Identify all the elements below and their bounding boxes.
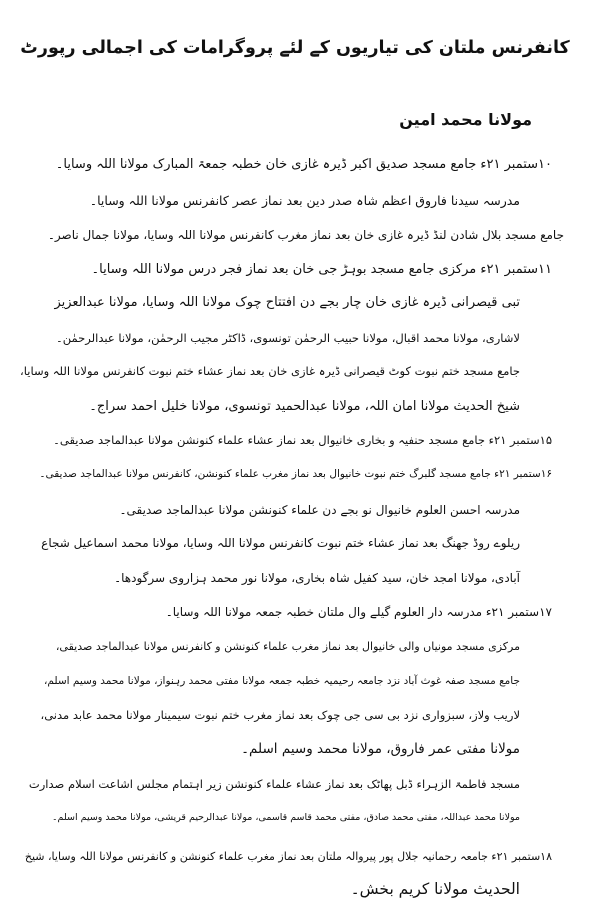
report-line: مدرسہ سیدنا فاروق اعظم شاہ صدر دین بعد نماز عصر کانفرنس مولانا اللہ وسایا۔ [89,193,520,208]
report-line: مولانا محمد عبداللہ، مفتی محمد صادق، مفتی محمد قاسم قاسمی، مولانا عبدالرحیم قریشی، مولانا محمد وسیم اسلم۔ [51,812,520,823]
report-line: شیخ الحدیث مولانا امان اللہ، مولانا عبدالحمید تونسوی، مولانا خلیل احمد سراج۔ [89,399,520,414]
report-title: کانفرنس ملتان کی تیاریوں کے لئے پروگرامات کی اجمالی رپورٹ [20,38,570,58]
report-line: مسجد فاطمۃ الزہراء ڈبل پھاٹک بعد نماز عشاء علماء کنونشن زیر اہتمام مجلس اشاعت اسلام صدارت [28,777,520,791]
report-line: ۱۱ستمبر ۲۱ء مرکزی جامع مسجد بوہڑ جی خان بعد نماز فجر درس مولانا اللہ وسایا۔ [91,262,552,277]
report-line: ۱۶ستمبر ۲۱ء جامع مسجد گلبرگ ختم نبوت خانیوال بعد نماز مغرب علماء کنونشن، کانفرنس مولانا عبدالماجد صدیقی۔ [39,468,552,480]
report-line: الحدیث مولانا کریم بخش۔ [350,880,520,898]
report-line: ۱۵ستمبر ۲۱ء جامع مسجد حنفیہ و بخاری خانیوال بعد نماز عشاء علماء کنونشن مولانا عبدالماجد صدیقی۔ [53,433,552,447]
report-line: مدرسہ احسن العلوم خانیوال نو بجے دن علماء کنونشن مولانا عبدالماجد صدیقی۔ [119,503,520,517]
report-line: لاشاری، مولانا محمد اقبال، مولانا حبیب الرحمٰن تونسوی، ڈاکٹر مجیب الرحمٰن، مولانا عبدالرحمٰن۔ [56,331,520,345]
report-line: مرکزی مسجد مونیاں والی خانیوال بعد نماز مغرب علماء کنونشن و کانفرنس مولانا عبدالماجد صدیقی، [55,640,520,653]
report-line: ریلوے روڈ جھنگ بعد نماز عشاء ختم نبوت کانفرنس مولانا اللہ وسایا، مولانا محمد اسماعیل شجاع [41,536,520,550]
report-line: آبادی، مولانا امجد خان، سید کفیل شاہ بخاری، مولانا نور محمد ہزاروی سرگودھا۔ [114,571,520,585]
report-line: ۱۷ستمبر ۲۱ء مدرسہ دار العلوم گیلے وال ملتان خطبہ جمعہ مولانا اللہ وسایا۔ [165,605,552,619]
author-name: مولانا محمد امین [399,110,532,129]
report-line: مولانا مفتی عمر فاروق، مولانا محمد وسیم اسلم۔ [241,741,520,757]
report-line: تبی قیصرانی ڈیرہ غازی خان چار بجے دن افتتاح چوک مولانا اللہ وسایا، مولانا عبدالعزیز [54,295,520,310]
report-line: جامع مسجد ختم نبوت کوٹ قیصرانی ڈیرہ غازی خان بعد نماز عشاء ختم نبوت کانفرنس مولانا اللہ وسایا، [20,364,520,378]
report-line: ۱۰ستمبر ۲۱ء جامع مسجد صدیق اکبر ڈیرہ غازی خان خطبہ جمعۃ المبارک مولانا اللہ وسایا۔ [55,157,552,172]
report-line: ۱۸ستمبر ۲۱ء جامعہ رحمانیہ جلال پور پیروالہ ملتان بعد نماز مغرب علماء کنونشن و کانفرنس مولانا اللہ وسایا، شیخ [24,850,552,863]
report-line: جامع مسجد صفہ غوث آباد نزد جامعہ رحیمیہ خطبہ جمعہ مولانا مفتی محمد رہنواز، مولانا محمد وسیم اسلم، [44,675,520,687]
report-line: لاریب ولاز، سبزواری نزد بی سی جی چوک بعد نماز مغرب ختم نبوت سیمینار مولانا محمد عابد مدنی، [40,708,520,722]
report-line: جامع مسجد بلال شادن لنڈ ڈیرہ غازی خان بعد نماز مغرب کانفرنس مولانا اللہ وسایا، مولانا جمال ناصر۔ [47,228,564,242]
